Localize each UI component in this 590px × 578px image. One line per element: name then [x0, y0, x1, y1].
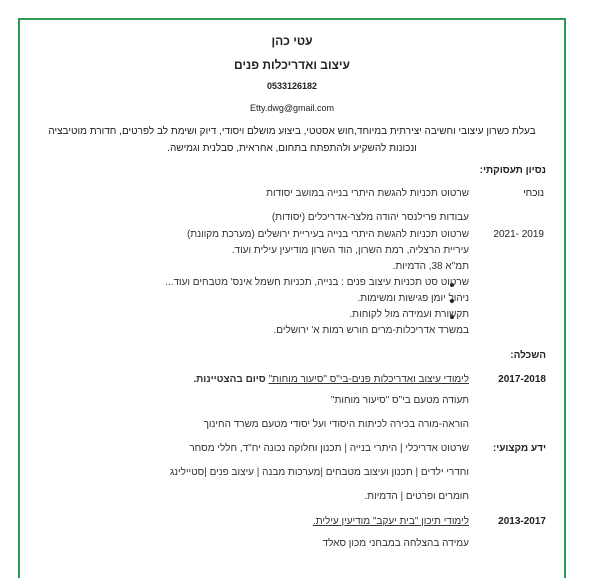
job2-line: תמ"א 38, הדמיות.	[392, 261, 469, 272]
email-address: Etty.dwg@gmail.com	[250, 103, 334, 113]
edu1-title-line	[193, 374, 469, 385]
edu2-title: לימודי תיכון "בית יעקב" מודיעין עילית.	[312, 516, 469, 527]
edu2-period: 2013-2017	[498, 516, 546, 527]
skills-line: וחדרי ילדים | תכנון ועיצוב מטבחים |מערכות מבנה | עיצוב פנים |סטיילינג	[169, 467, 469, 478]
job1-text: שרטוט תכניות להגשת היתרי בנייה במושב יסודות	[266, 188, 469, 199]
page-border	[18, 18, 566, 578]
skills-label: ידע מקצועי:	[492, 443, 546, 454]
job2-line: שרטוט תכניות להגשת היתרי בנייה בעיריית ירושלים (מערכת מקוונת)	[186, 229, 469, 240]
phone-number: 0533126182	[266, 81, 318, 91]
experience-heading: נסיון תעסוקתי:	[479, 165, 546, 176]
education-heading: השכלה:	[510, 350, 546, 361]
profession-title: עיצוב ואדריכלות פנים	[234, 58, 350, 72]
summary-paragraph: בעלת כשרון עיצובי וחשיבה יצירתית במיוחד,חוש אסטטי, ביצוע מושלם ויסודי, דיוק ושימת לב לפרטים, חדורת מוטיבציה ונכונות להשקיע ולהתפתח בתחום, אחראית, סבלנית וגמישה.	[48, 126, 536, 154]
job1-period: נוכחי	[523, 188, 544, 199]
job2-line: עיריית הרצליה, רמת השרון, הוד השרון מודיעין עילית ועוד.	[231, 245, 469, 256]
job2-bullet: תקשורת ועמידה מול לקוחות.	[349, 309, 469, 320]
job2-line: עבודות פרילנסר יהודה מלצר-אדריכלים (יסודות)	[271, 212, 469, 223]
candidate-name: עטי כהן	[271, 34, 313, 48]
edu1-period: 2017-2018	[498, 374, 546, 385]
job2-bullet: ניהול יומן פגישות ומשימות.	[357, 293, 469, 304]
skills-line: חומרים ופרטים | הדמיות.	[364, 491, 469, 502]
edu1-honors: סיום בהצטיינות.	[193, 374, 269, 385]
edu1-line: תעודה מטעם בי"ס "סיעור מוחות"	[330, 395, 469, 406]
edu1-line: הוראה-מורה בכירה לכיתות היסודי ועל יסודי מטעם משרד החינוך	[203, 419, 469, 430]
job2-period: 2019 -2021	[493, 229, 544, 240]
job2-bullet: שרטוט סט תכניות עיצוב פנים : בנייה, תכניות חשמל אינס' מטבחים ועוד...	[165, 277, 469, 288]
skills-line: שרטוט אדריכלי | היתרי בנייה | תכנון וחלוקה נכונה יח"ד, חללי מסחר	[189, 443, 469, 454]
job2-bullet: במשרד אדריכלות-מרים חורש רמות א' ירושלים.	[273, 325, 469, 336]
edu2-line: עמידה בהצלחה במבחני מכון סאלד	[322, 538, 469, 549]
edu1-title: לימודי עיצוב ואדריכלות פנים-בי"ס "סיעור מוחות"	[268, 374, 469, 385]
